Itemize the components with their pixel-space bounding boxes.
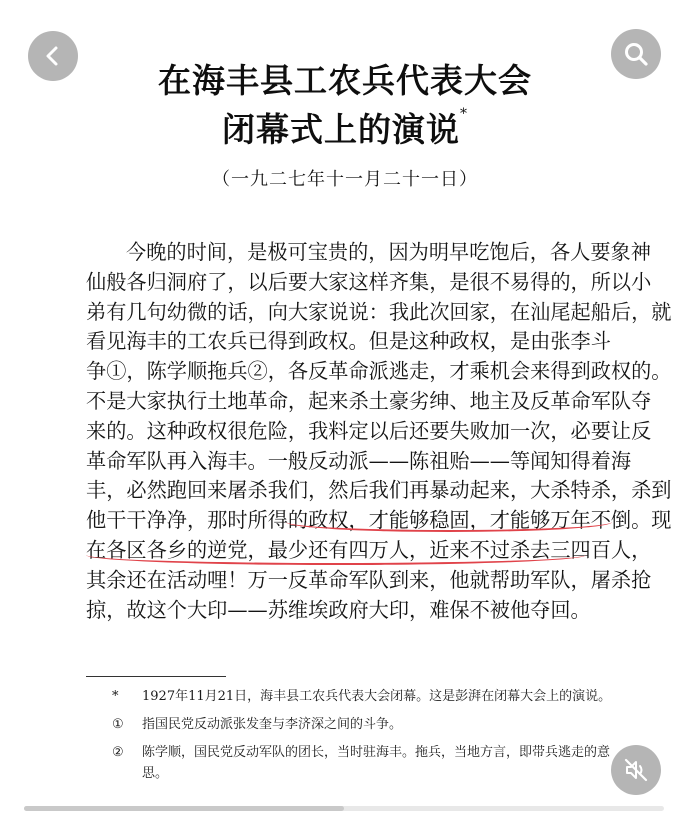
horizontal-scrollbar[interactable] — [24, 806, 664, 811]
body-line: 来的。这种政权很危险，我料定以后还要失败加一次，必要让反 — [86, 418, 652, 443]
body-line: 争①，陈学顺拖兵②，各反革命派逃走，才乘机会来得到政权的。 — [86, 359, 672, 384]
footnote-text: 陈学顺，国民党反动军队的团长，当时驻海丰。拖兵，当地方言，即带兵逃走的意思。 — [142, 745, 611, 781]
speech-date: （一九二七年十一月二十一日） — [212, 169, 478, 190]
highlight-underline — [286, 512, 612, 532]
footnote-rule — [86, 676, 226, 677]
body-line: 仙般各归洞府了，以后要大家这样齐集，是很不易得的，所以小 — [86, 269, 652, 294]
body-line: 丰，必然跑回来屠杀我们，然后我们再暴动起来，大杀特杀，杀到 — [86, 478, 672, 503]
body-line: 不是大家执行土地革命，起来杀土豪劣绅、地主及反革命军队夺 — [86, 388, 652, 413]
title-line-2-text: 闭幕式上的演说 — [222, 110, 460, 149]
speaker-muted-icon — [623, 757, 649, 783]
footnote-text: 指国民党反动派张发奎与李济深之间的斗争。 — [142, 717, 403, 732]
footnote-mark: ① — [112, 717, 124, 732]
back-button[interactable] — [28, 31, 78, 81]
body-line: 他干干净净，那时所得的政权，才能够稳固，才能够万年不倒。现 — [86, 508, 672, 533]
body-line: 弟有几句幼微的话，向大家说说：我此次回家，在汕尾起船后，就 — [86, 299, 672, 324]
scrollbar-thumb[interactable] — [24, 806, 344, 811]
footnote-item — [108, 686, 618, 707]
footnote-text: 1927年11月21日，海丰县工农兵代表大会闭幕。这是彭湃在闭幕大会上的演说。 — [142, 689, 612, 704]
footnote-mark: * — [112, 689, 119, 704]
title-line-2 — [0, 104, 690, 151]
body-line: 其余还在活动哩！万一反革命军队到来，他就帮助军队，屠杀抢 — [86, 567, 652, 592]
body-line: 看见海丰的工农兵已得到政权。但是这种政权，是由张李斗 — [86, 329, 611, 354]
footnote-mark: ② — [112, 745, 124, 760]
highlight-underline — [86, 545, 586, 565]
body-line: 今晚的时间，是极可宝贵的，因为明早吃饱后，各人要象神 — [126, 240, 651, 264]
footnotes — [108, 686, 618, 784]
title-line-1: 在海丰县工农兵代表大会 — [158, 61, 532, 100]
mute-toggle-button[interactable] — [611, 745, 661, 795]
body-line: 革命军队再入海丰。一般反动派——陈祖贻——等闻知得着海 — [86, 448, 632, 473]
body-line: 掠，故这个大印——苏维埃政府大印，难保不被他夺回。 — [86, 597, 591, 622]
speech-body — [86, 238, 672, 625]
body-line: 在各区各乡的逆党，最少还有四万人，近来不过杀去三四百人， — [86, 537, 652, 562]
footnote-item — [108, 742, 618, 784]
title-footnote-mark: * — [460, 106, 468, 122]
search-icon — [623, 41, 649, 67]
search-button[interactable] — [611, 29, 661, 79]
chevron-left-icon — [42, 45, 64, 67]
footnote-item — [108, 714, 618, 735]
